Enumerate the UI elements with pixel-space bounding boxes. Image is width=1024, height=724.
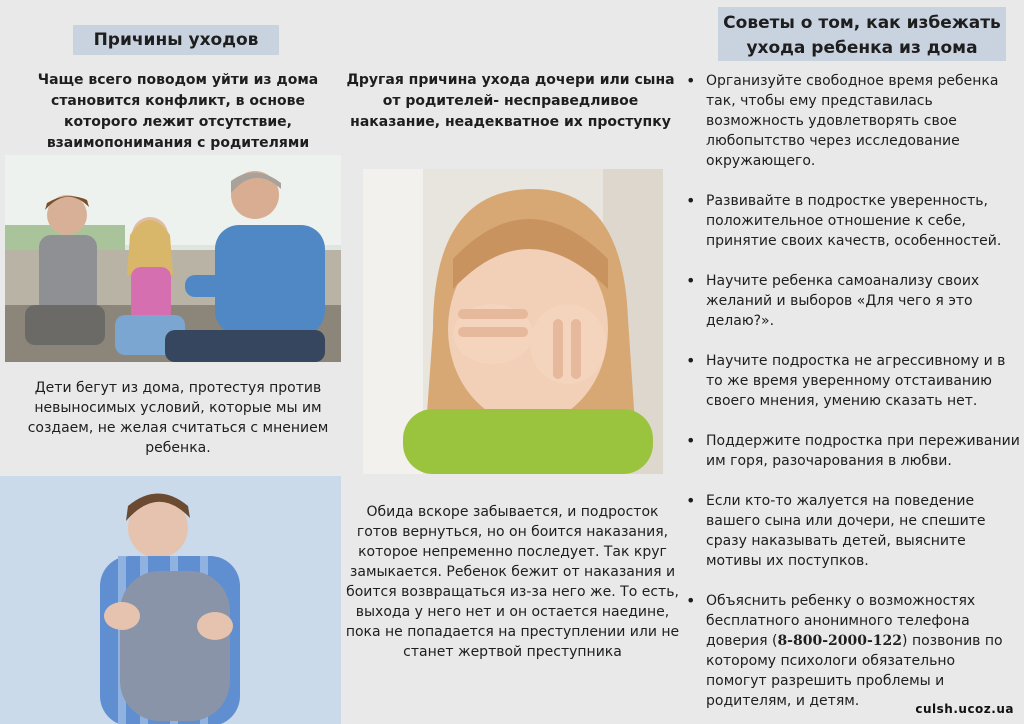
left-caption: Дети бегут из дома, протестуя против невыносимых условий, которые мы им создаем, не желая считаться с мнением ребенка. xyxy=(27,380,329,456)
tip-item: • Развивайте в подростке уверенность, положительное отношение к себе, принятие своих качеств, особенностей. xyxy=(686,191,1020,251)
family-conflict-photo xyxy=(5,155,341,362)
tip-item: • Научите подростка не агрессивному и в то же время уверенному отстаиванию своего мнения, умению сказать нет. xyxy=(686,351,1020,411)
tips-list xyxy=(686,71,1020,711)
crying-girl-photo xyxy=(363,169,663,474)
helpline-text-before: Объяснить ребенку о возможностях бесплатного анонимного телефона доверия ( xyxy=(706,593,976,649)
left-section-title: Причины уходов xyxy=(73,25,279,55)
tip-item: • Организуйте свободное время ребенка так, чтобы ему представилась возможность удовлетворять свое любопытство через исследование окружающего. xyxy=(686,71,1020,171)
tip-item: • Поддержите подростка при переживании им горя, разочарования в любви. xyxy=(686,431,1020,471)
helpline-phone: 8-800-2000-122 xyxy=(777,633,903,649)
middle-heading: Другая причина ухода дочери или сына от родителей- несправедливое наказание, неадекватное их проступку xyxy=(346,72,675,130)
watermark: culsh.ucoz.ua xyxy=(915,702,1014,716)
helpline-text-after: ) позвонив по которому психологи обязательно помогут разрешить проблемы и родителям, и детям. xyxy=(706,633,1003,709)
left-heading: Чаще всего поводом уйти из дома становится конфликт, в основе которого лежит отсутствие, взаимопонимания с родителями xyxy=(37,72,319,151)
tip-item: • Научите ребенка самоанализу своих желаний и выборов «Для чего я это делаю?». xyxy=(686,271,1020,331)
tip-item: • Если кто-то жалуется на поведение вашего сына или дочери, не спешите сразу наказывать детей, выясните мотивы их поступков. xyxy=(686,491,1020,571)
sad-boy-photo xyxy=(0,476,341,724)
tip-item-helpline xyxy=(686,591,1020,711)
middle-caption: Обида вскоре забывается, и подросток готов вернуться, но он боится наказания, которое непременно последует. Так круг замыкается. Ребенок бежит от наказания и боится возвращаться из-за него же. То есть, выхода у него нет и он остается наедине, пока не попадается на преступлении или не станет жертвой преступника xyxy=(345,504,680,660)
right-section-title: Советы о том, как избежать ухода ребенка из дома xyxy=(718,7,1006,61)
